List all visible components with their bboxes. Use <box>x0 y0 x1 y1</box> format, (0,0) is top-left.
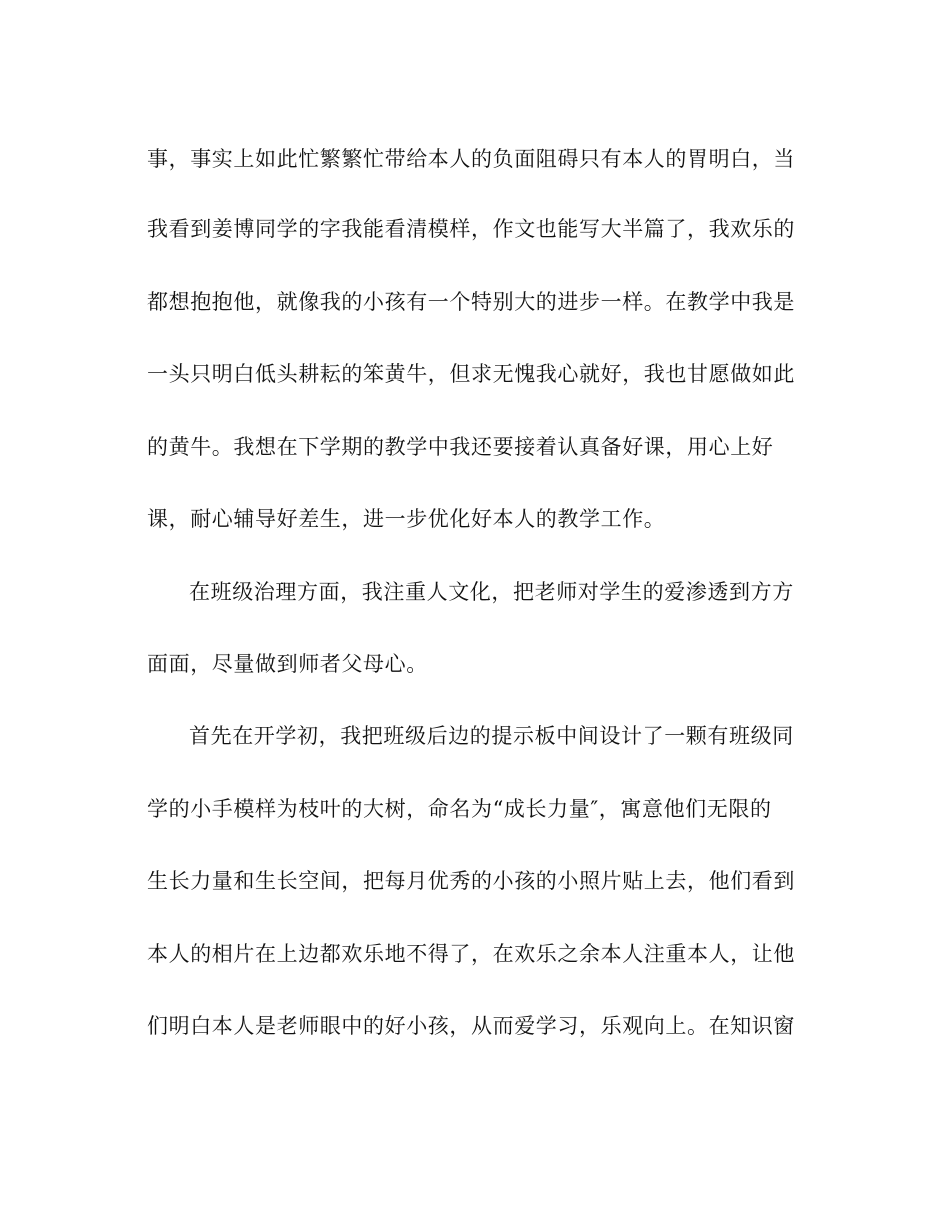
paragraph-first-line: 首先在开学初，我把班级后边的提示板中间设计了一颗有班级同 <box>189 724 794 748</box>
text-line: 们明白本人是老师眼中的好小孩，从而爱学习，乐观向上。在知识窗 <box>147 1014 795 1038</box>
text-line: 面面，尽量做到师者父母心。 <box>147 652 428 676</box>
text-line: 课，耐心辅导好差生，进一步优化好本人的教学工作。 <box>147 507 666 531</box>
text-line: 本人的相片在上边都欢乐地不得了，在欢乐之余本人注重本人，让他 <box>147 942 795 966</box>
text-line: 一头只明白低头耕耘的笨黄牛，但求无愧我心就好，我也甘愿做如此 <box>147 362 795 386</box>
text-line: 学的小手模样为枝叶的大树，命名为“成长力量″，寓意他们无限的 <box>147 797 772 821</box>
text-line: 生长力量和生长空间，把每月优秀的小孩的小照片贴上去，他们看到 <box>147 869 795 893</box>
text-line: 事，事实上如此忙繁繁忙带给本人的负面阻碍只有本人的胃明白，当 <box>147 147 795 171</box>
text-line: 的黄牛。我想在下学期的教学中我还要接着认真备好课，用心上好 <box>147 435 774 459</box>
text-line: 都想抱抱他，就像我的小孩有一个特别大的进步一样。在教学中我是 <box>147 290 795 314</box>
text-line: 我看到姜博同学的字我能看清模样，作文也能写大半篇了，我欢乐的 <box>147 217 795 241</box>
paragraph-first-line: 在班级治理方面，我注重人文化，把老师对学生的爱渗透到方方 <box>189 580 794 604</box>
